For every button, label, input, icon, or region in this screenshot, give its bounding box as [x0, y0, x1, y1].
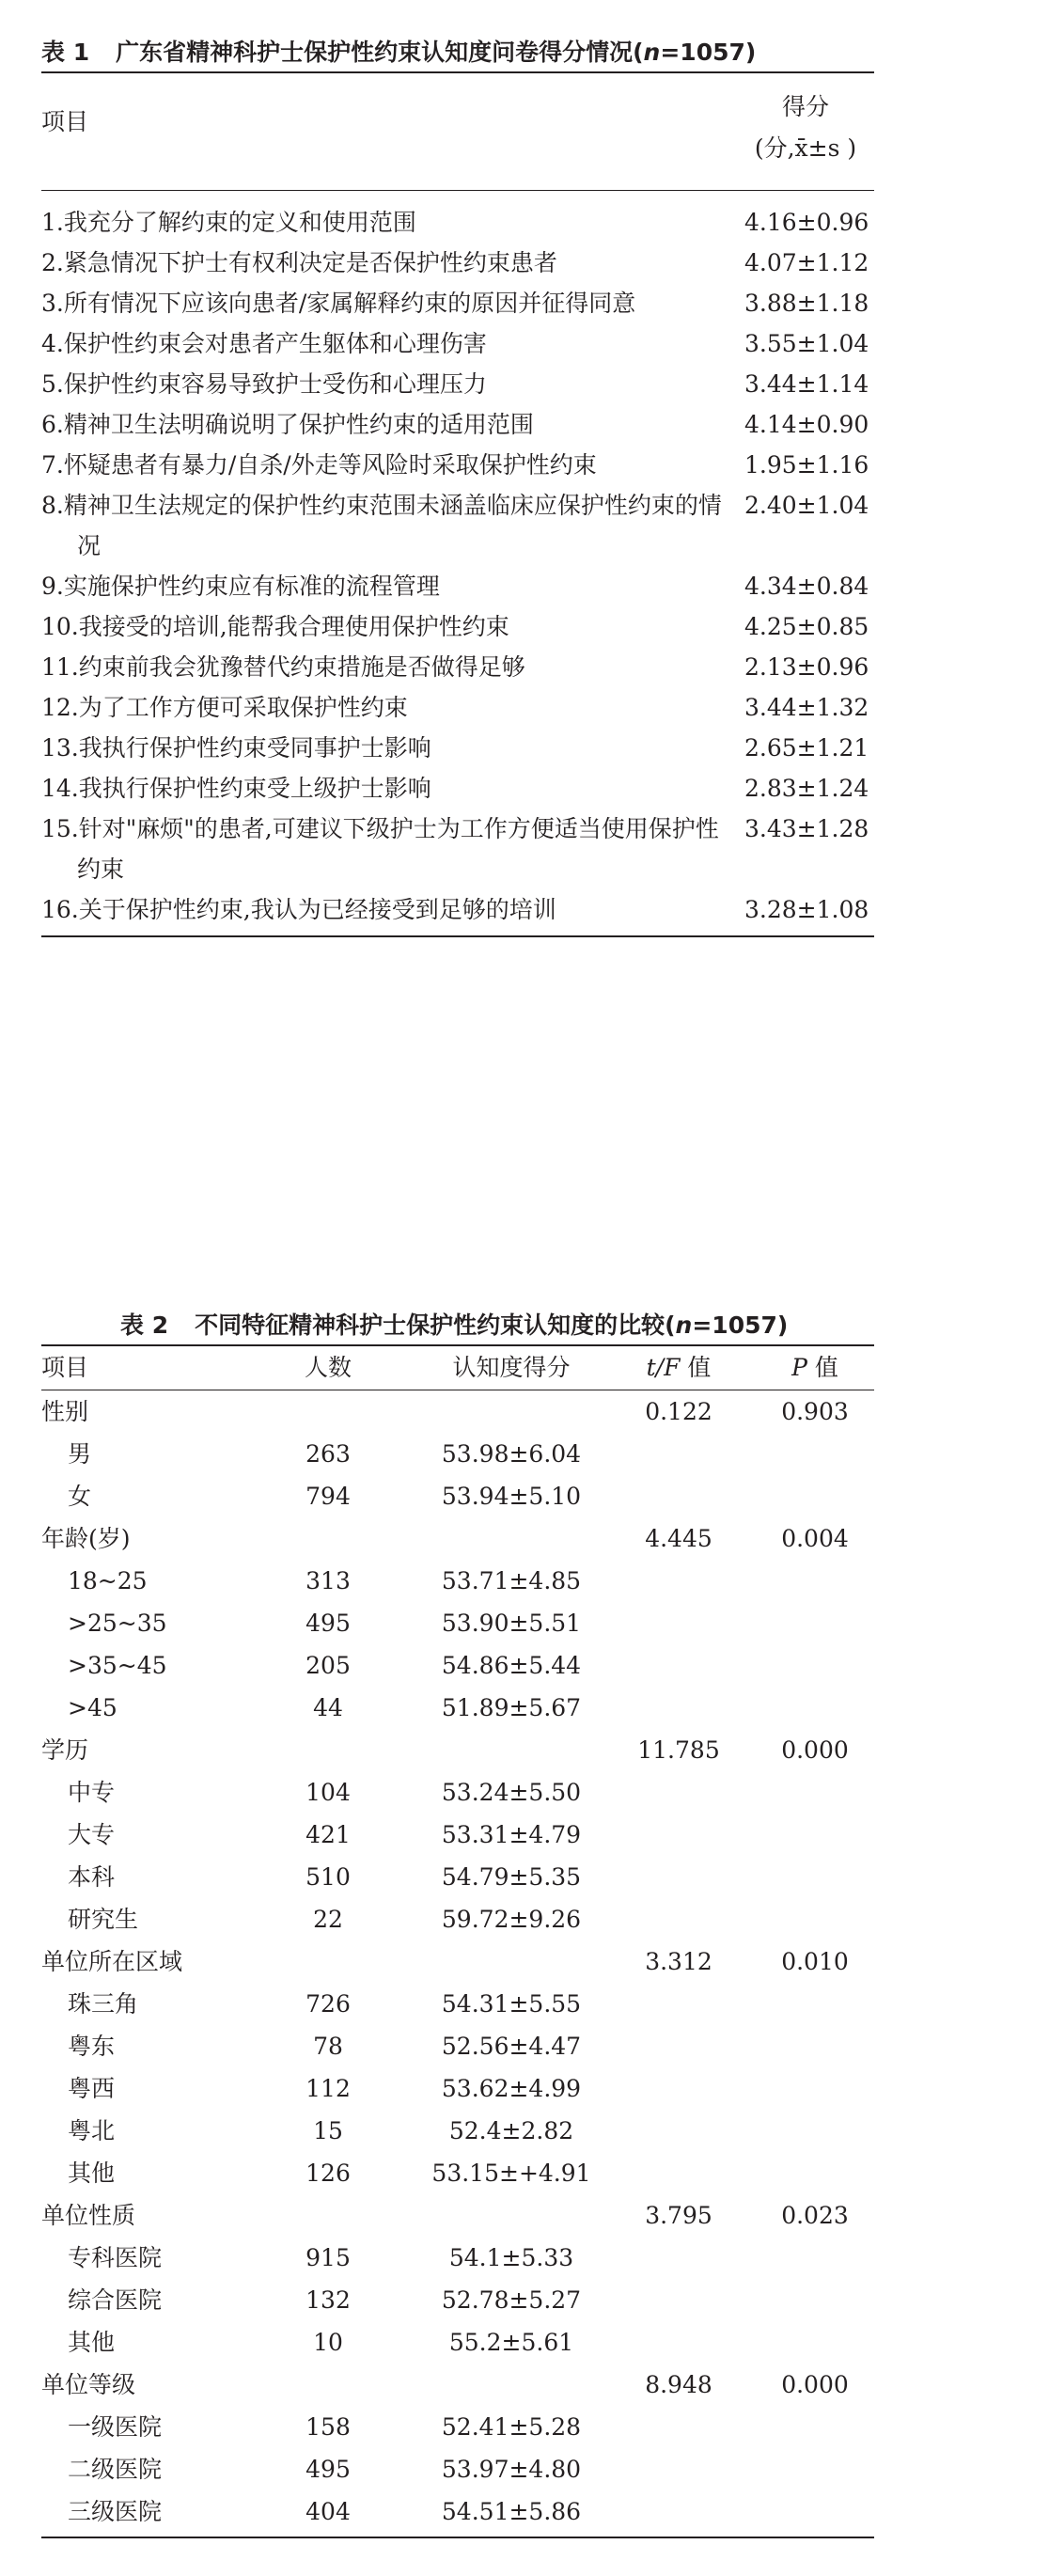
row-score: 59.72±9.26 — [441, 1906, 582, 1933]
row-score: 54.86±5.44 — [441, 1652, 582, 1679]
row-label: 女 — [68, 1483, 92, 1510]
row-count: 10 — [313, 2329, 343, 2356]
bottom-rule — [41, 2537, 874, 2538]
table-number: 表 1 — [41, 39, 90, 66]
group-row — [41, 1517, 874, 1560]
row-label: 本科 — [68, 1863, 116, 1891]
table-row — [41, 202, 874, 243]
item-text: 7.怀疑患者有暴力/自杀/外走等风险时采取保护性约束 — [41, 451, 597, 479]
row-count: 510 — [305, 1863, 351, 1891]
group-tf-value: 3.795 — [645, 2202, 712, 2229]
row-score: 52.41±5.28 — [441, 2413, 582, 2441]
row-score: 52.56±4.47 — [441, 2033, 582, 2060]
row-count: 313 — [305, 1567, 351, 1594]
item-score: 3.55±1.04 — [744, 330, 869, 357]
item-score: 3.43±1.28 — [744, 815, 869, 842]
group-row — [41, 2194, 874, 2237]
table-row — [41, 1814, 874, 1856]
table-row — [41, 364, 874, 404]
table-row — [41, 2152, 874, 2194]
column-header-score — [737, 86, 874, 169]
row-count: 263 — [305, 1440, 351, 1468]
table-row — [41, 2067, 874, 2110]
table-row — [41, 809, 874, 889]
table-row — [41, 768, 874, 809]
table-title: 不同特征精神科护士保护性约束认知度的比较( — [195, 1312, 676, 1339]
group-tf-value: 11.785 — [637, 1736, 720, 1764]
table-row — [41, 606, 874, 647]
table-row — [41, 1898, 874, 1940]
row-label: 中专 — [68, 1779, 116, 1806]
column-header-count: 人数 — [304, 1354, 352, 1381]
row-label: 18~25 — [68, 1567, 148, 1594]
row-count: 495 — [305, 2456, 351, 2483]
item-text: 4.保护性约束会对患者产生躯体和心理伤害 — [41, 330, 487, 357]
group-tf-value: 0.122 — [645, 1398, 712, 1425]
table-2-caption — [120, 1307, 874, 1344]
group-p-value: 0.000 — [781, 1736, 849, 1764]
table-2-header — [41, 1346, 874, 1390]
group-label: 单位所在区域 — [41, 1948, 183, 1975]
score-header-line2: (分,x̄±s ) — [754, 134, 857, 162]
row-count: 915 — [305, 2244, 351, 2271]
row-score: 54.31±5.55 — [441, 1990, 582, 2018]
row-label: 专科医院 — [68, 2244, 163, 2271]
group-p-value: 0.000 — [781, 2371, 849, 2398]
item-score: 4.14±0.90 — [744, 411, 869, 438]
group-label: 性别 — [41, 1398, 89, 1425]
row-label: 三级医院 — [68, 2498, 163, 2525]
group-label: 学历 — [41, 1736, 89, 1764]
column-header-tf — [622, 1346, 735, 1390]
table-title: 广东省精神科护士保护性约束认知度问卷得分情况( — [116, 39, 644, 66]
item-text: 12.为了工作方便可采取保护性约束 — [41, 694, 408, 721]
row-label: 其他 — [68, 2160, 116, 2187]
group-row — [41, 1729, 874, 1771]
table-row — [41, 1644, 874, 1687]
row-label: 粤北 — [68, 2117, 116, 2144]
row-count: 22 — [313, 1906, 343, 1933]
row-score: 53.97±4.80 — [441, 2456, 582, 2483]
group-tf-value: 4.445 — [645, 1525, 712, 1552]
row-label: 综合医院 — [68, 2286, 163, 2314]
group-p-value: 0.903 — [781, 1398, 849, 1425]
row-count: 158 — [305, 2413, 351, 2441]
row-label: 粤东 — [68, 2033, 116, 2060]
item-score: 1.95±1.16 — [744, 451, 869, 479]
item-score: 2.83±1.24 — [744, 775, 869, 802]
item-text: 9.实施保护性约束应有标准的流程管理 — [41, 573, 440, 600]
table-1-header — [41, 73, 874, 190]
item-text: 13.我执行保护性约束受同事护士影响 — [41, 734, 431, 762]
row-score: 54.79±5.35 — [441, 1863, 582, 1891]
row-score: 53.98±6.04 — [441, 1440, 582, 1468]
row-label: 男 — [68, 1440, 92, 1468]
row-label: 其他 — [68, 2329, 116, 2356]
table-row — [41, 1475, 874, 1517]
row-score: 53.31±4.79 — [441, 1821, 582, 1848]
row-score: 52.78±5.27 — [441, 2286, 582, 2314]
row-score: 54.1±5.33 — [448, 2244, 574, 2271]
row-score: 53.24±5.50 — [441, 1779, 582, 1806]
item-text: 5.保护性约束容易导致护士受伤和心理压力 — [41, 370, 487, 398]
table-row — [41, 404, 874, 445]
row-label: >45 — [68, 1694, 117, 1721]
row-count: 126 — [305, 2160, 351, 2187]
row-count: 726 — [305, 1990, 351, 2018]
table-row — [41, 1771, 874, 1814]
row-label: 大专 — [68, 1821, 116, 1848]
column-header-item: 项目 — [41, 108, 89, 135]
row-label: 一级医院 — [68, 2413, 163, 2441]
table-row — [41, 2490, 874, 2533]
row-count: 78 — [313, 2033, 343, 2060]
row-score: 53.71±4.85 — [441, 1567, 582, 1594]
group-row — [41, 1940, 874, 1983]
table-row — [41, 2406, 874, 2448]
group-p-value: 0.004 — [781, 1525, 849, 1552]
p-suffix: 值 — [806, 1354, 838, 1381]
row-score: 52.4±2.82 — [448, 2117, 574, 2144]
row-label: 二级医院 — [68, 2456, 163, 2483]
table-row — [41, 323, 874, 364]
table-row — [41, 1433, 874, 1475]
item-score: 4.34±0.84 — [744, 573, 869, 600]
group-label: 单位性质 — [41, 2202, 136, 2229]
item-text: 6.精神卫生法明确说明了保护性约束的适用范围 — [41, 411, 534, 438]
p-symbol: P — [791, 1354, 807, 1381]
table-row — [41, 1856, 874, 1898]
bottom-rule — [41, 935, 874, 937]
row-count: 421 — [305, 1821, 351, 1848]
score-header-line1: 得分 — [781, 93, 829, 120]
item-text: 8.精神卫生法规定的保护性约束范围未涵盖临床应保护性约束的情况 — [41, 492, 722, 559]
column-header-p — [756, 1346, 874, 1390]
table-row — [41, 2110, 874, 2152]
group-label: 年龄(岁) — [41, 1525, 131, 1552]
row-score: 55.2±5.61 — [448, 2329, 574, 2356]
table-row — [41, 485, 874, 566]
item-score: 2.40±1.04 — [744, 492, 869, 519]
item-text: 11.约束前我会犹豫替代约束措施是否做得足够 — [41, 653, 525, 681]
row-count: 44 — [313, 1694, 343, 1721]
row-score: 53.62±4.99 — [441, 2075, 582, 2102]
n-value: =1057) — [692, 1312, 789, 1339]
item-text: 15.针对"麻烦"的患者,可建议下级护士为工作方便适当使用保护性约束 — [41, 815, 719, 883]
row-label: >25~35 — [68, 1610, 167, 1637]
row-count: 112 — [305, 2075, 351, 2102]
row-count: 132 — [305, 2286, 351, 2314]
table-row — [41, 243, 874, 283]
item-text: 14.我执行保护性约束受上级护士影响 — [41, 775, 431, 802]
table-row — [41, 728, 874, 768]
row-count: 495 — [305, 1610, 351, 1637]
table-row — [41, 566, 874, 606]
column-header-item: 项目 — [41, 1354, 89, 1381]
item-text: 1.我充分了解约束的定义和使用范围 — [41, 209, 416, 236]
item-text: 16.关于保护性约束,我认为已经接受到足够的培训 — [41, 896, 556, 923]
row-count: 15 — [313, 2117, 343, 2144]
row-score: 53.90±5.51 — [441, 1610, 582, 1637]
table-1-body — [41, 191, 874, 935]
table-number: 表 2 — [120, 1312, 169, 1339]
table-row — [41, 2025, 874, 2067]
row-label: 珠三角 — [68, 1990, 139, 2018]
table-row — [41, 2279, 874, 2321]
table-2-body — [41, 1390, 874, 2537]
table-row — [41, 283, 874, 323]
table-row — [41, 2321, 874, 2364]
column-header-score: 认知度得分 — [452, 1354, 571, 1381]
row-count: 794 — [305, 1483, 351, 1510]
row-score: 54.51±5.86 — [441, 2498, 582, 2525]
table-row — [41, 2237, 874, 2279]
row-score: 53.94±5.10 — [441, 1483, 582, 1510]
table-row — [41, 889, 874, 930]
row-score: 53.15±+4.91 — [431, 2160, 591, 2187]
n-symbol: n — [675, 1312, 693, 1339]
table-row — [41, 1602, 874, 1644]
item-text: 10.我接受的培训,能帮我合理使用保护性约束 — [41, 613, 509, 640]
table-row — [41, 1983, 874, 2025]
row-label: 研究生 — [68, 1906, 139, 1933]
tf-symbol: t/F — [646, 1354, 681, 1381]
item-score: 4.07±1.12 — [744, 249, 869, 276]
group-tf-value: 3.312 — [645, 1948, 712, 1975]
item-score: 4.25±0.85 — [744, 613, 869, 640]
item-score: 2.13±0.96 — [744, 653, 869, 681]
item-score: 2.65±1.21 — [744, 734, 869, 762]
n-symbol: n — [643, 39, 661, 66]
table-row — [41, 1560, 874, 1602]
group-p-value: 0.010 — [781, 1948, 849, 1975]
table-row — [41, 445, 874, 485]
row-label: 粤西 — [68, 2075, 116, 2102]
row-count: 404 — [305, 2498, 351, 2525]
table-row — [41, 687, 874, 728]
group-row — [41, 2364, 874, 2406]
item-text: 3.所有情况下应该向患者/家属解释约束的原因并征得同意 — [41, 290, 636, 317]
table-row — [41, 2448, 874, 2490]
item-text: 2.紧急情况下护士有权利决定是否保护性约束患者 — [41, 249, 557, 276]
table-row — [41, 1687, 874, 1729]
group-p-value: 0.023 — [781, 2202, 849, 2229]
table-1-caption — [41, 34, 874, 71]
item-score: 3.88±1.18 — [744, 290, 869, 317]
group-tf-value: 8.948 — [645, 2371, 712, 2398]
table-1 — [41, 34, 874, 937]
row-label: >35~45 — [68, 1652, 167, 1679]
item-score: 3.44±1.14 — [744, 370, 869, 398]
item-score: 3.44±1.32 — [744, 694, 869, 721]
table-2 — [41, 1307, 874, 2538]
row-count: 104 — [305, 1779, 351, 1806]
row-count: 205 — [305, 1652, 351, 1679]
row-score: 51.89±5.67 — [441, 1694, 582, 1721]
n-value: =1057) — [660, 39, 757, 66]
group-label: 单位等级 — [41, 2371, 136, 2398]
item-score: 3.28±1.08 — [744, 896, 869, 923]
table-row — [41, 647, 874, 687]
item-score: 4.16±0.96 — [744, 209, 869, 236]
group-row — [41, 1390, 874, 1433]
tf-suffix: 值 — [680, 1354, 712, 1381]
